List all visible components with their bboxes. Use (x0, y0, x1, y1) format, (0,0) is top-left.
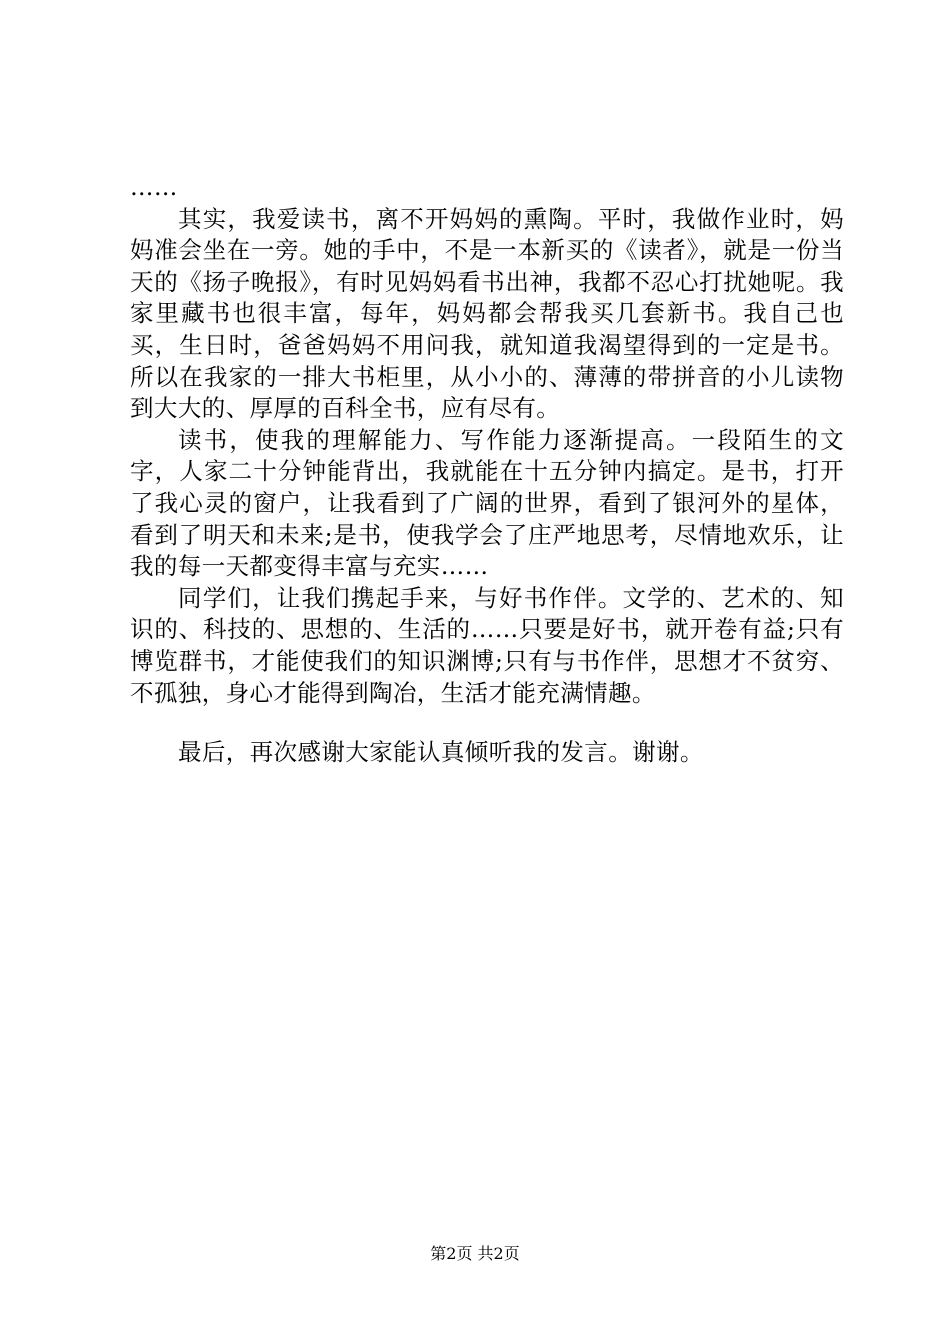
page-footer (0, 1244, 950, 1264)
paragraph-reading-ability: 读书，使我的理解能力、写作能力逐渐提高。一段陌生的文字，人家二十分钟能背出，我就能在十五分钟内搞定。是书，打开了我心灵的窗户，让我看到了广阔的世界，看到了银河外的星体，看到了明天和未来;是书，使我学会了庄严地思考，尽情地欢乐，让我的每一天都变得丰富与充实…… (130, 425, 844, 581)
document-body (130, 172, 844, 769)
paragraph-reading-mother: 其实，我爱读书，离不开妈妈的熏陶。平时，我做作业时，妈妈准会坐在一旁。她的手中，不是一本新买的《读者》，就是一份当天的《扬子晚报》，有时见妈妈看书出神，我都不忍心打扰她呢。我家里藏书也很丰富，每年，妈妈都会帮我买几套新书。我自己也买，生日时，爸爸妈妈不用问我，就知道我渴望得到的一定是书。所以在我家的一排大书柜里，从小小的、薄薄的带拼音的小儿读物到大大的、厚厚的百科全书，应有尽有。 (130, 204, 844, 423)
leading-ellipsis: …… (130, 173, 178, 201)
page-number: 第2页 共2页 (430, 1244, 520, 1263)
paragraph-classmates-appeal: 同学们，让我们携起手来，与好书作伴。文学的、艺术的、知识的、科技的、思想的、生活的……只要是好书，就开卷有益;只有博览群书，才能使我们的知识渊博;只有与书作伴，思想才不贫穷、不孤独，身心才能得到陶冶，生活才能充满情趣。 (130, 583, 844, 707)
closing-paragraph: 最后，再次感谢大家能认真倾听我的发言。谢谢。 (178, 738, 704, 767)
